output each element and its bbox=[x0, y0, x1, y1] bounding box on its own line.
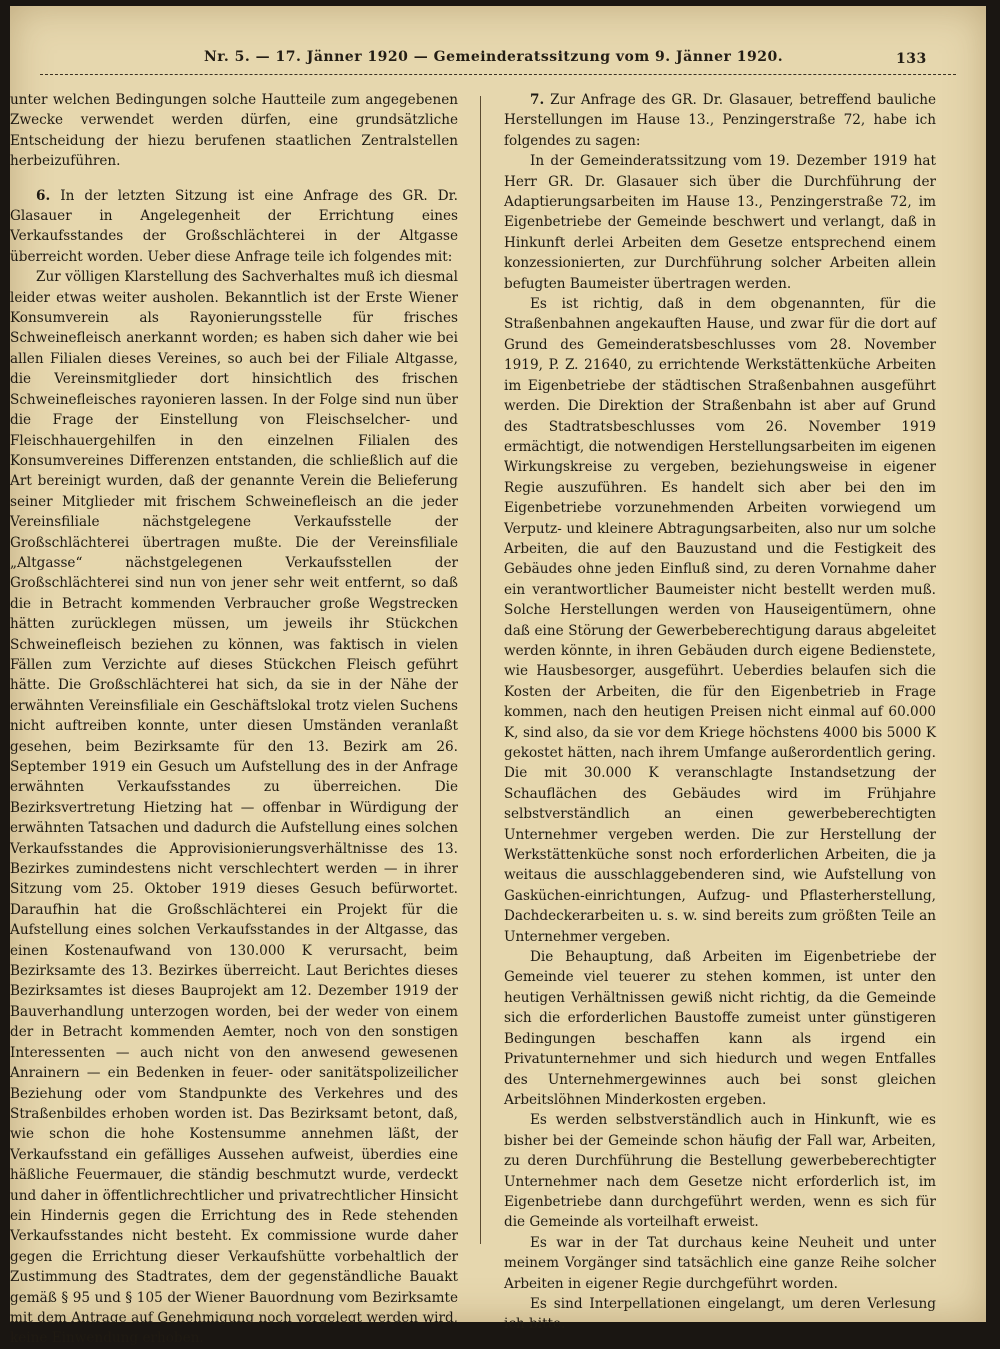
page-header bbox=[10, 46, 986, 76]
newspaper-page bbox=[10, 6, 986, 1347]
right-paragraph-5: Es werden selbstverständlich auch in Hinkunft, wie es bisher bei der Gemeinde schon häufig der Fall war, Arbeiten, zu deren Durchführung die Bestellung gewerbeberechtigter Unternehmer nach dem Gesetze nicht erforderlich ist, im Eigenbetriebe dann durchgeführt werden, wenn es sich für die Gemeinde als vorteilhaft erweist. bbox=[504, 1112, 936, 1231]
issue-line: Nr. 5. — 17. Jänner 1920 — Gemeinderatssitzung vom 9. Jänner 1920. bbox=[204, 49, 784, 65]
left-paragraph-3: Zur völligen Klarstellung des Sachverhaltes muß ich diesmal leider etwas weiter ausholen. Bekanntlich ist der Erste Wiener Konsumverein als Rayonierungsstelle für frisches Schweinefleisch anerkannt worden; es haben sich daher wie bei allen Filialen dieses Vereines, so auch bei der Filiale Altgasse, die Vereinsmitglieder dort hinsichtlich des frischen Schweinefleisches rayonieren lassen. In der Folge sind nun über die Frage der Einstellung von Fleischselcher- und Fleischhauergehilfen in den einzelnen Filialen des Konsumvereines Differenzen entstanden, die schließlich auf die Art bereinigt wurden, daß der genannte Verein die Belieferung seiner Mitglieder mit frischem Schweinefleisch an die jeder Vereinsfiliale nächstgelegene Verkaufsstelle der Großschlächterei übertragen mußte. Die der Vereinsfiliale „Altgasse“ nächstgelegenen Verkaufsstellen der Großschlächterei sind nun von jener sehr weit entfernt, so daß die in Betracht kommenden Verbraucher große Wegstrecken hätten zurücklegen müssen, um jeweils ihr Stückchen Schweinefleisch beziehen zu können, was faktisch in vielen Fällen zum Verzichte auf dieses Stückchen Fleisch geführt hätte. Die Großschlächterei hat sich, da sie in der Nähe der erwähnten Vereinsfiliale ein Geschäftslokal trotz vielen Suchens nicht auftreiben konnte, unter diesen Umständen veranlaßt gesehen, beim Bezirksamte für den 13. Bezirk am 26. September 1919 ein Gesuch um Aufstellung des in der Anfrage erwähnten Verkaufsstandes zu überreichen. Die Bezirksvertretung Hietzing hat — offenbar in Würdigung der erwähnten Tatsachen und dadurch die Aufstellung eines solchen Verkaufsstandes die Approvisionierungsverhältnisse des 13. Bezirkes zumindestens nicht verschlechtert werden — in ihrer Sitzung vom 25. Oktober 1919 dieses Gesuch befürwortet. Daraufhin hat die Großschlächterei ein Projekt für die Aufstellung eines solchen Verkaufsstandes in der Altgasse, das einen Kostenaufwand von 130.000 K verursacht, beim Bezirksamte des 13. Bezirkes überreicht. Laut Berichtes dieses Bezirksamtes ist dieses Bauprojekt am 12. Dezember 1919 der Bauverhandlung unterzogen worden, bei der weder von einem der in Betracht kommenden Aemter, noch von den sonstigen Interessenten — auch nicht von den anwesend gewesenen Anrainern — ein Bedenken in feuer- oder sanitätspolizeilicher Beziehung oder vom Standpunkte des Verkehres und des Straßenbildes erhoben worden ist. Das Bezirksamt betont, daß, wie schon die hohe Kostensumme annehmen läßt, der Verkaufsstand ein gefälliges Aussehen aufweist, überdies eine häßliche Feuermauer, die ständig beschmutzt wurde, verdeckt und daher in öffentlichrechtlicher und privatrechtlicher Hinsicht ein Hindernis gegen die Errichtung des in Rede stehenden Verkaufsstandes nicht besteht. Ex commissione wurde daher gegen die Errichtung dieser Verkaufshütte vorbehaltlich der Zustimmung des Stadtrates, dem der gegenständliche Bauakt gemäß § 95 und § 105 der Wiener Bauordnung vom Bezirksamte mit dem Antrage auf Genehmigung noch vorgelegt werden wird, keine Einwendung erhoben. bbox=[10, 269, 458, 1347]
left-paragraph-1: unter welchen Bedingungen solche Hautteile zum angegebenen Zwecke verwendet werden dürfen, eine grundsätzliche Entscheidung der hiezu berufenen staatlichen Zentralstellen herbeizuführen. bbox=[10, 92, 458, 170]
right-paragraph-2: In der Gemeinderatssitzung vom 19. Dezember 1919 hat Herr GR. Dr. Glasauer sich über die Durchführung der Adaptierungsarbeiten im Hause 13., Penzingerstraße 72, im Eigenbetriebe der Gemeinde beschwert und verlangt, daß in Hinkunft derlei Arbeiten dem Gesetze entsprechend einem konzessionierten, zur Durchführung solcher Arbeiten allein befugten Baumeister übertragen werden. bbox=[504, 153, 936, 292]
right-paragraph-7: Es sind Interpellationen eingelangt, um deren Verlesung ich bitte. bbox=[504, 1295, 936, 1333]
right-paragraph-1 bbox=[504, 90, 936, 151]
right-column bbox=[504, 90, 936, 1335]
left-paragraph-2-text: In der letzten Sitzung ist eine Anfrage des GR. Dr. Glasauer in Angelegenheit der Errichtung eines Verkaufsstandes der Großschlächterei in der Altgasse überreicht worden. Ueber diese Anfrage teile ich folgendes mit: bbox=[10, 187, 459, 265]
right-paragraph-6: Es war in der Tat durchaus keine Neuheit und unter meinem Vorgänger sind tatsächlich eine ganze Reihe solcher Arbeiten in eigener Regie durchgeführt worden. bbox=[504, 1234, 936, 1292]
column-divider bbox=[480, 96, 481, 1244]
right-paragraph-4: Die Behauptung, daß Arbeiten im Eigenbetriebe der Gemeinde viel teuerer zu stehen kommen, ist unter den heutigen Verhältnissen gewiß nicht richtig, da die Gemeinde sich die erforderlichen Baustoffe zumeist unter günstigeren Bedingungen beschaffen kann als irgend ein Privatunternehmer und sich hiedurch und wegen Entfalles des Unternehmergewinnes auch bei sonst gleichen Arbeitslöhnen Minderkosten ergeben. bbox=[504, 949, 936, 1108]
item-number-6: 6. bbox=[36, 187, 51, 204]
left-column bbox=[10, 90, 458, 1349]
right-paragraph-3: Es ist richtig, daß in dem obgenannten, für die Straßenbahnen angekauften Hause, und zwar für die dort auf Grund des Gemeinderatsbeschlusses vom 28. November 1919, P. Z. 21640, zu errichtende Werkstättenküche Arbeiten im Eigenbetriebe der städtischen Straßenbahnen ausgeführt werden. Die Direktion der Straßenbahn ist aber auf Grund des Stadtratsbeschlusses vom 26. November 1919 ermächtigt, die notwendigen Herstellungsarbeiten im eigenen Wirkungskreise zu vergeben, beziehungsweise in eigener Regie auszuführen. Es handelt sich aber bei den im Eigenbetriebe vorzunehmenden Arbeiten vorwiegend um Verputz- und kleinere Abtragungsarbeiten, also nur um solche Arbeiten, die auf den Bauzustand und die Festigkeit des Gebäudes ohne jeden Einfluß sind, zu deren Vornahme daher ein verantwortlicher Baumeister nicht bestellt werden muß. Solche Herstellungen werden von Hauseigentümern, ohne daß eine Störung der Gewerbeberechtigung daraus abgeleitet werden könnte, in ihren Gebäuden durch eigene Bedienstete, wie Hausbesorger, ausgeführt. Ueberdies belaufen sich die Kosten der Arbeiten, die für den Eigenbetrieb in Frage kommen, nach den heutigen Preisen nicht einmal auf 60.000 K, sind also, da sie vor dem Kriege höchstens 4000 bis 5000 K gekostet hätten, nach ihrem Umfange außerordentlich gering. Die mit 30.000 K veranschlagte Instandsetzung der Schauflächen des Gebäudes wird im Frühjahre selbstverständlich an einen gewerbeberechtigten Unternehmer vergeben werden. Die zur Herstellung der Werkstättenküche sonst noch erforderlichen Arbeiten, die ja weitaus die ausschlaggebenderen sind, wie Aufstellung von Gasküchen-einrichtungen, Aufzug- und Pflasterherstellung, Dachdeckerarbeiten u. s. w. sind bereits zum größten Teile an Unternehmer vergeben. bbox=[504, 296, 936, 945]
right-paragraph-1-text: Zur Anfrage des GR. Dr. Glasauer, betreffend bauliche Herstellungen im Hause 13., Penzingerstraße 72, habe ich folgendes zu sagen: bbox=[504, 92, 937, 149]
item-number-7: 7. bbox=[530, 92, 545, 108]
left-paragraph-2 bbox=[10, 186, 458, 268]
header-rule bbox=[40, 74, 956, 75]
page-number: 133 bbox=[896, 51, 927, 67]
